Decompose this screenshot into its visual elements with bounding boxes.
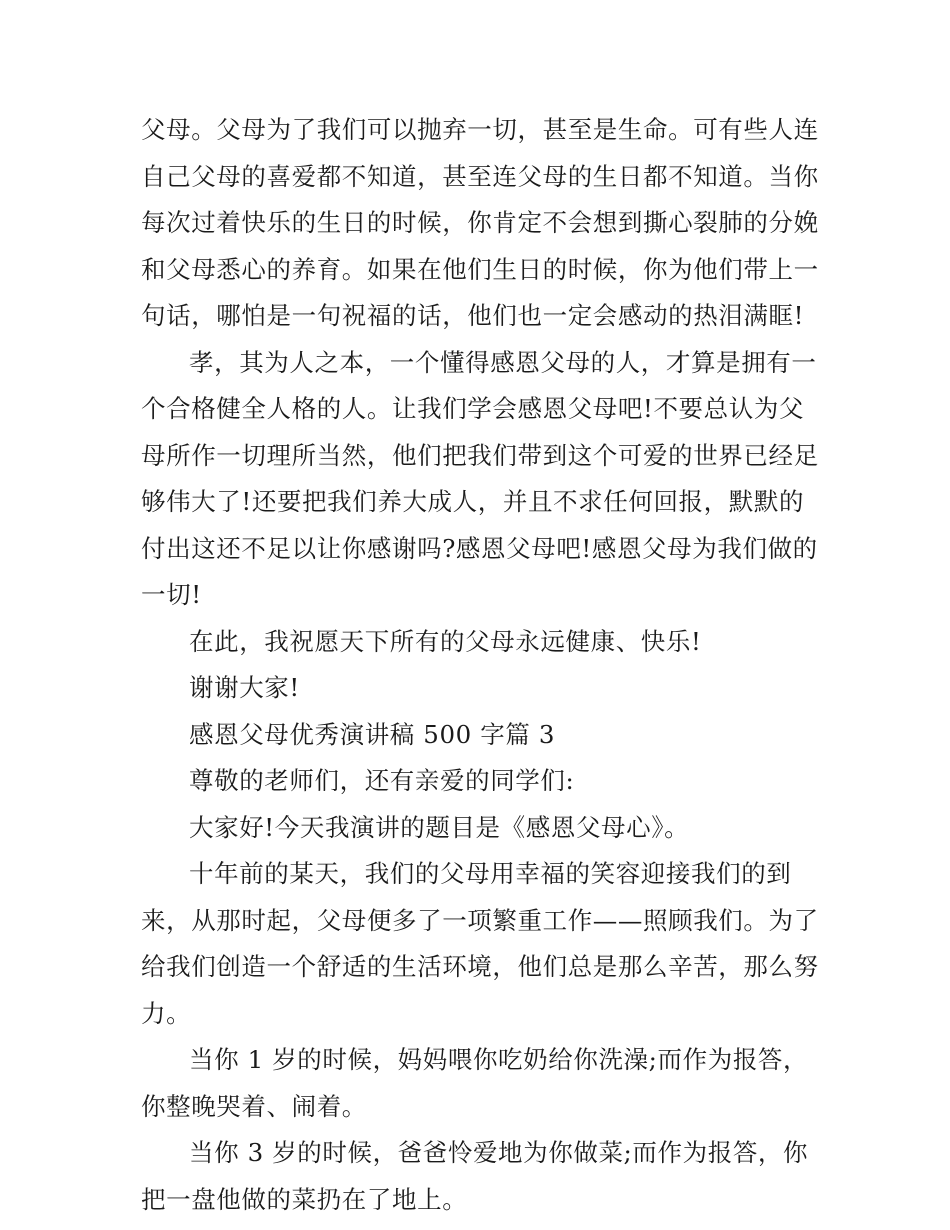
text-line: 每次过着快乐的生日的时候，你肯定不会想到撕心裂肺的分娩	[141, 208, 819, 237]
text-line: 来，从那时起，父母便多了一项繁重工作——照顾我们。为了	[141, 905, 819, 935]
text-line: 一切!	[141, 580, 202, 609]
text-line: 父母。父母为了我们可以抛弃一切，甚至是生命。可有些人连	[141, 115, 819, 144]
text-line: 自己父母的喜爱都不知道，甚至连父母的生日都不知道。当你	[141, 161, 819, 191]
text-line: 尊敬的老师们，还有亲爱的同学们:	[189, 766, 575, 795]
text-line: 感恩父母优秀演讲稿 500 字篇 3	[189, 719, 556, 749]
text-line: 当你 1 岁的时候，妈妈喂你吃奶给你洗澡;而作为报答，	[189, 1045, 809, 1074]
text-line: 大家好!今天我演讲的题目是《感恩父母心》。	[189, 812, 690, 842]
text-line: 个合格健全人格的人。让我们学会感恩父母吧!不要总认为父	[141, 394, 805, 423]
text-line: 把一盘他做的菜扔在了地上。	[141, 1184, 468, 1214]
text-line: 和父母悉心的养育。如果在他们生日的时候，你为他们带上一	[141, 254, 819, 284]
text-line: 母所作一切理所当然，他们把我们带到这个可爱的世界已经足	[141, 440, 819, 470]
text-line: 谢谢大家!	[189, 673, 300, 702]
document-body	[141, 107, 821, 1223]
text-line: 够伟大了!还要把我们养大成人，并且不求任何回报，默默的	[141, 487, 805, 516]
text-line: 十年前的某天，我们的父母用幸福的笑容迎接我们的到	[189, 859, 792, 888]
text-line: 你整晚哭着、闹着。	[141, 1091, 367, 1121]
text-line: 句话，哪怕是一句祝福的话，他们也一定会感动的热泪满眶!	[141, 301, 805, 330]
text-line: 付出这还不足以让你感谢吗?感恩父母吧!感恩父母为我们做的	[141, 533, 818, 563]
text-line: 力。	[141, 998, 192, 1028]
text-line: 当你 3 岁的时候，爸爸怜爱地为你做菜;而作为报答，你	[189, 1138, 809, 1167]
text-line: 在此，我祝愿天下所有的父母永远健康、快乐!	[189, 626, 702, 656]
text-line: 孝，其为人之本，一个懂得感恩父母的人，才算是拥有一	[189, 347, 817, 377]
text-line: 给我们创造一个舒适的生活环境，他们总是那么辛苦，那么努	[141, 952, 819, 981]
